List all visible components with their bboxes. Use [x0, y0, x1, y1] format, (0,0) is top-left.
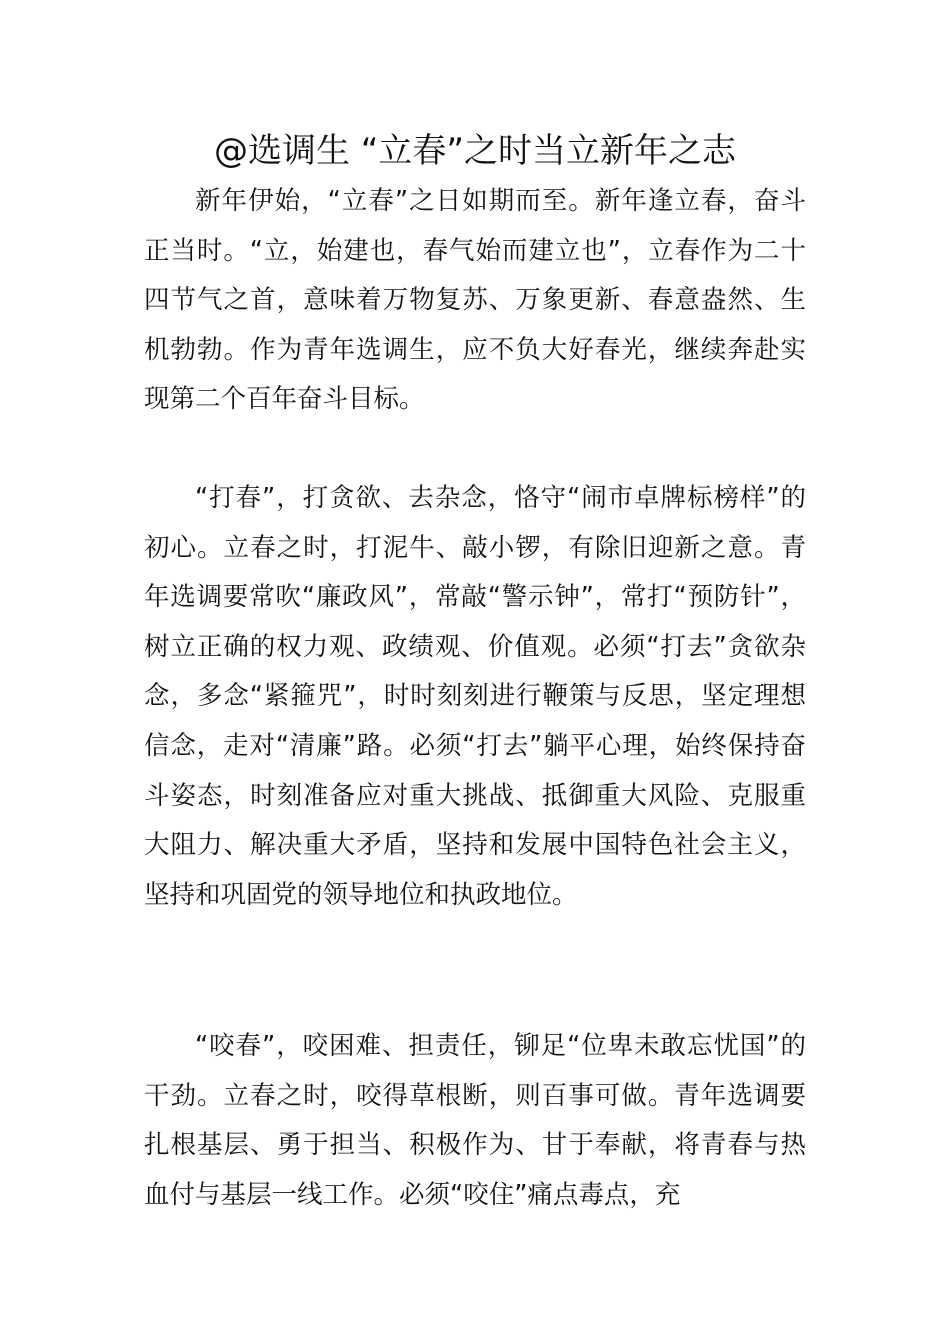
paragraph-3: “咬春”，咬困难、担责任，铆足“位卑未敢忘忧国”的干劲。立春之时，咬得草根断，则百事可做。青年选调要扎根基层、勇于担当、积极作为、甘于奉献，将青春与热血付与基层一线工作。必须“咬住”痛点毒点，充 [144, 1031, 806, 1210]
document-title: @选调生 “立春”之时当立新年之志 [213, 131, 737, 171]
paragraph-1: 新年伊始，“立春”之日如期而至。新年逢立春，奋斗正当时。“立，始建也，春气始而建立也”，立春作为二十四节气之首，意味着万物复苏、万象更新、春意盎然、生机勃勃。作为青年选调生，应不负大好春光，继续奔赴实现第二个百年奋斗目标。 [144, 186, 806, 415]
paragraph-2: “打春”，打贪欲、去杂念，恪守“闹市卓牌标榜样”的初心。立春之时，打泥牛、敲小锣，有除旧迎新之意。青年选调要常吹“廉政风”，常敲“警示钟”，常打“预防针”，树立正确的权力观、政绩观、价值观。必须“打去”贪欲杂念，多念“紧箍咒”，时时刻刻进行鞭策与反思，坚定理想信念，走对“清廉”路。必须“打去”躺平心理，始终保持奋斗姿态，时刻准备应对重大挑战、抵御重大风险、克服重大阻力、解决重大矛盾，坚持和发展中国特色社会主义，坚持和巩固党的领导地位和执政地位。 [144, 483, 806, 910]
